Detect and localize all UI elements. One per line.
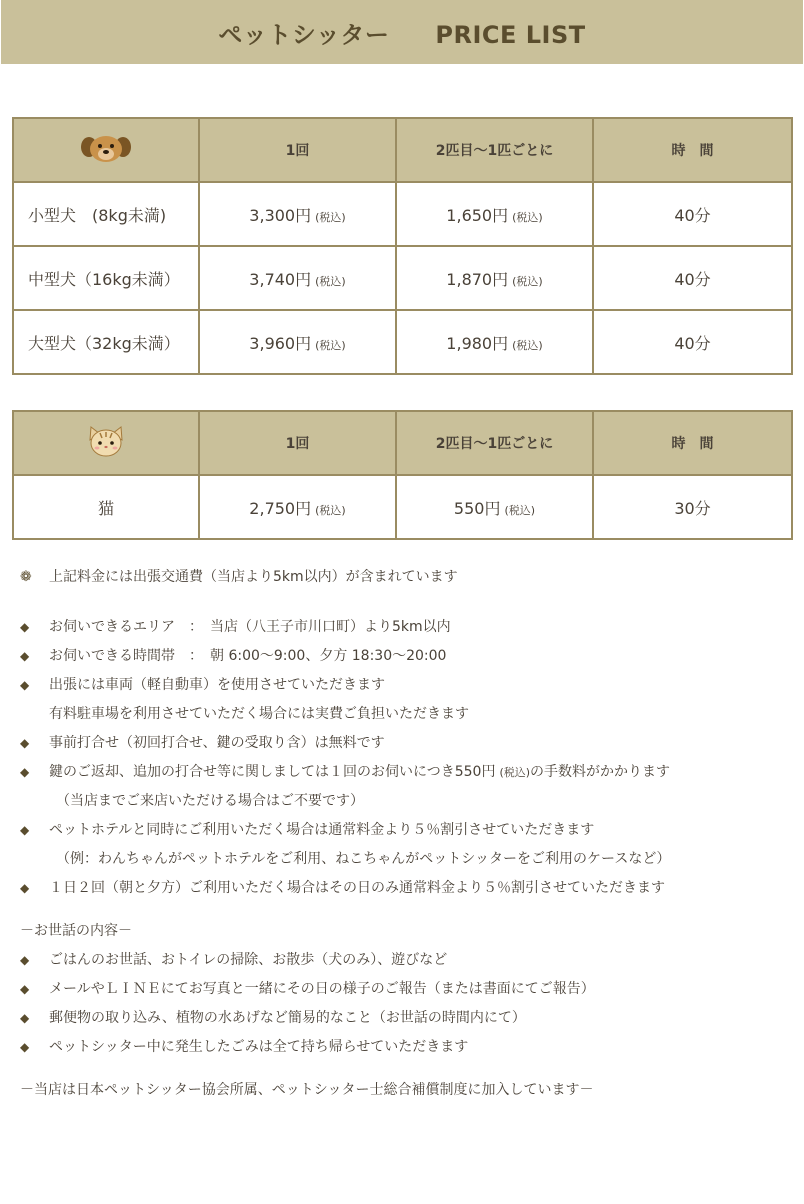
dog-table-header — [13, 118, 792, 182]
note-text: ごはんのお世話、おトイレの掃除、お散歩（犬のみ）、遊びなど — [49, 952, 448, 968]
table-row — [13, 310, 792, 374]
list-item — [20, 874, 790, 903]
diamond-bullet-icon: ◆ — [20, 982, 30, 996]
tax-label: (税込) — [512, 274, 543, 288]
col-header-2: 2匹目～1匹ごとに — [396, 118, 593, 182]
list-item — [20, 975, 790, 1004]
care-heading-text: －お世話の内容－ — [20, 923, 132, 939]
flower-bullet-icon: ❁ — [20, 569, 32, 585]
note-text: 出張には車両（軽自動車）を使用させていただきます — [49, 677, 385, 693]
row-label: 中型犬（16kg未満） — [13, 246, 199, 310]
footer-note — [20, 1076, 790, 1105]
dog-price-table — [12, 117, 793, 375]
note-text: 有料駐車場を利用させていただく場合には実費ご負担いただきます — [49, 706, 469, 722]
tax-label: (税込) — [315, 503, 346, 517]
page-title — [218, 15, 585, 50]
cat-price-table — [12, 410, 793, 540]
price-cell — [199, 310, 396, 374]
list-item — [20, 729, 790, 758]
price-cell — [396, 246, 593, 310]
cat-face-icon — [86, 424, 126, 458]
col-header-1: 1回 — [199, 411, 396, 475]
diamond-bullet-icon: ◆ — [20, 953, 30, 967]
note-text — [49, 758, 670, 787]
price-value: 2,750円 — [249, 498, 312, 518]
cat-icon-cell — [13, 411, 199, 475]
note-text: （例：わんちゃんがペットホテルをご利用、ねこちゃんがペットシッターをご利用のケースなど） — [56, 851, 671, 867]
care-heading — [20, 917, 790, 946]
price-cell — [396, 182, 593, 246]
table-row — [13, 182, 792, 246]
list-item — [20, 1033, 790, 1062]
price-cell — [396, 475, 593, 539]
price-value: 3,300円 — [249, 205, 312, 225]
diamond-bullet-icon: ◆ — [20, 678, 30, 692]
price-cell — [199, 182, 396, 246]
list-item — [20, 758, 790, 787]
diamond-bullet-icon: ◆ — [20, 881, 30, 895]
included-note: 上記料金には出張交通費（当店より5km以内）が含まれています — [49, 569, 458, 585]
tax-label: (税込) — [504, 503, 536, 517]
list-item — [20, 1004, 790, 1033]
table-row — [13, 475, 792, 539]
list-item-continuation — [20, 700, 790, 729]
key-return-fee-text: の手数料がかかります — [530, 764, 671, 780]
list-item — [20, 613, 790, 642]
diamond-bullet-icon: ◆ — [20, 765, 30, 779]
title-en: PRICE LIST — [435, 20, 586, 49]
note-text: ペットホテルと同時にご利用いただく場合は通常料金より５％割引させていただきます — [49, 822, 595, 838]
row-label: 小型犬 (8kg未満) — [13, 182, 199, 246]
col-header-3: 時 間 — [593, 118, 792, 182]
col-header-2: 2匹目～1匹ごとに — [396, 411, 593, 475]
dog-icon-cell — [13, 118, 199, 182]
note-text: 事前打合せ（初回打合せ、鍵の受取り含）は無料です — [49, 735, 385, 751]
cat-table-header — [13, 411, 792, 475]
tax-label: (税込) — [512, 338, 543, 352]
diamond-bullet-icon: ◆ — [20, 823, 30, 837]
time-cell: 40分 — [593, 246, 792, 310]
diamond-bullet-icon: ◆ — [20, 1040, 30, 1054]
tax-label: (税込) — [499, 766, 531, 779]
list-item — [20, 946, 790, 975]
row-label: 大型犬（32kg未満） — [13, 310, 199, 374]
tax-label: (税込) — [512, 210, 543, 224]
list-item — [20, 671, 790, 700]
note-text: お伺いできる時間帯 ： 朝 6:00～9:00、夕方 18:30～20:00 — [49, 648, 447, 664]
price-value: 1,870円 — [446, 269, 509, 289]
list-item-continuation — [20, 845, 790, 874]
price-cell — [396, 310, 593, 374]
tax-label: (税込) — [315, 210, 346, 224]
key-return-text: 鍵のご返却、追加の打合せ等に関しましては１回のお伺いにつき550円 — [49, 764, 496, 780]
note-text: メールやＬＩＮＥにてお写真と一緒にその日の様子のご報告（または書面にてご報告） — [49, 981, 595, 997]
price-value: 550円 — [453, 498, 501, 518]
diamond-bullet-icon: ◆ — [20, 736, 30, 750]
note-text: （当店までご来店いただける場合はご不要です） — [56, 793, 364, 809]
time-cell: 40分 — [593, 182, 792, 246]
list-item — [20, 816, 790, 845]
list-item — [20, 642, 790, 671]
row-label: 猫 — [13, 475, 199, 539]
page-header — [1, 0, 803, 64]
price-value: 3,740円 — [249, 269, 312, 289]
footer-text: －当店は日本ペットシッター協会所属、ペットシッター士総合補償制度に加入しています－ — [20, 1082, 594, 1098]
note-text: ペットシッター中に発生したごみは全て持ち帰らせていただきます — [49, 1039, 469, 1055]
tax-label: (税込) — [315, 274, 346, 288]
dog-face-icon — [80, 133, 132, 163]
time-cell: 40分 — [593, 310, 792, 374]
notes-section — [20, 563, 790, 1105]
list-item-continuation — [20, 787, 790, 816]
price-value: 1,980円 — [446, 333, 509, 353]
price-cell — [199, 246, 396, 310]
diamond-bullet-icon: ◆ — [20, 649, 30, 663]
diamond-bullet-icon: ◆ — [20, 620, 30, 634]
price-cell — [199, 475, 396, 539]
tax-label: (税込) — [315, 338, 346, 352]
list-item — [20, 563, 790, 592]
note-text: 郵便物の取り込み、植物の水あげなど簡易的なこと（お世話の時間内にて） — [49, 1010, 526, 1026]
note-text: お伺いできるエリア ： 当店（八王子市川口町）より5km以内 — [49, 619, 451, 635]
title-jp: ペットシッター — [218, 20, 390, 49]
diamond-bullet-icon: ◆ — [20, 1011, 30, 1025]
price-value: 3,960円 — [249, 333, 312, 353]
table-row — [13, 246, 792, 310]
col-header-1: 1回 — [199, 118, 396, 182]
time-cell: 30分 — [593, 475, 792, 539]
col-header-3: 時 間 — [593, 411, 792, 475]
price-value: 1,650円 — [446, 205, 509, 225]
note-text: １日２回（朝と夕方）ご利用いただく場合はその日のみ通常料金より５％割引させていただきます — [49, 880, 665, 896]
